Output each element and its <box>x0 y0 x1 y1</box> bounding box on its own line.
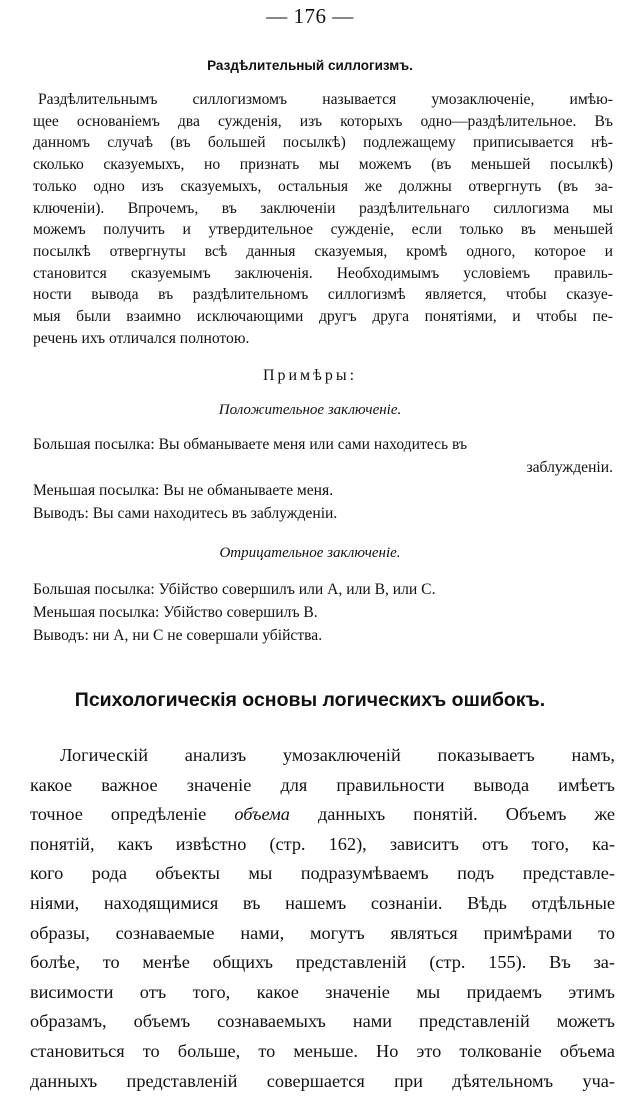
paragraph-line: ніями, находящимися въ нашемъ сознаніи. Вѣдь отдѣльные <box>30 892 615 913</box>
psychological-foundations-paragraph <box>30 741 615 1096</box>
disjunctive-syllogism-paragraph <box>33 89 613 349</box>
paragraph-line: данныхъ представленій совершается при дѣятельномъ уча- <box>30 1070 615 1091</box>
minor-premise-line: Меньшая посылка: Вы не обманываете меня. <box>33 482 334 499</box>
emphasized-term: объема <box>234 804 290 825</box>
paragraph-line: Логическій анализъ умозаключеній показываетъ намъ, <box>60 745 615 765</box>
page-number: — 176 — <box>266 4 354 28</box>
paragraph-line: ности вывода въ раздѣлительномъ силлогизмѣ является, чтобы сказуе- <box>33 286 613 304</box>
text-run: данныхъ понятій. Объемъ же <box>289 804 616 825</box>
paragraph-line: только одно изъ сказуемыхъ, остальныя же должны отвергнуть (въ за- <box>33 177 613 195</box>
major-premise-line: Большая посылка: Вы обманываете меня или сами находитесь въ <box>33 436 468 453</box>
section-heading-disjunctive-syllogism: Раздѣлительный силлогизмъ. <box>207 58 413 73</box>
paragraph-line: ключеніи). Впрочемъ, въ заключеніи раздѣлительнаго силлогизма мы <box>33 199 613 217</box>
examples-heading: Примѣры: <box>262 367 358 384</box>
paragraph-line: какое важное значеніе для правильности вывода имѣетъ <box>30 774 615 795</box>
paragraph-line: можемъ получить и утвердительное сужденіе, если только въ меньшей <box>33 221 613 239</box>
paragraph-line: болѣе, то менѣе общихъ представленій (стр. 155). Въ за- <box>30 952 615 973</box>
paragraph-line: понятій, какъ извѣстно (стр. 162), зависитъ отъ того, ка- <box>30 833 615 854</box>
paragraph-line: щее основаніемъ два сужденія, изъ которыхъ одно—раздѣлительное. Въ <box>33 112 613 130</box>
minor-premise-line: Меньшая посылка: Убійство совершилъ В. <box>33 604 318 621</box>
paragraph-line: кого рода объекты мы подразумѣваемъ подъ представле- <box>30 863 615 884</box>
paragraph-line: становиться то больше, то меньше. Но это толкованіе объема <box>30 1040 615 1061</box>
paragraph-line: висимости отъ того, какое значеніе мы придаемъ этимъ <box>30 981 615 1002</box>
paragraph-line: речень ихъ отличался полнотою. <box>33 329 250 347</box>
paragraph-line: мыя были взаимно исключающими другъ друга понятіями, и чтобы пе- <box>33 308 613 326</box>
paragraph-line: становится сказуемымъ заключенія. Необходимымъ условіемъ правиль- <box>33 264 613 282</box>
positive-conclusion-subheading: Положительное заключеніе. <box>218 402 402 418</box>
paragraph-line <box>30 800 615 830</box>
negative-conclusion-subheading: Отрицательное заключеніе. <box>219 545 401 561</box>
major-premise-continuation: заблужденіи. <box>526 459 613 476</box>
paragraph-line: образамъ, объемъ сознаваемыхъ нами представленій можетъ <box>30 1011 615 1032</box>
conclusion-line: Выводъ: Вы сами находитесь въ заблужденіи. <box>33 505 338 522</box>
paragraph-line: посылкѣ отвергнуты всѣ данныя сказуемыя, кромѣ одного, которое и <box>33 242 613 260</box>
negative-example-block <box>33 578 613 647</box>
text-run: точное опредѣленіе <box>30 804 235 825</box>
major-premise-line: Большая посылка: Убійство совершилъ или А, или В, или С. <box>33 581 436 598</box>
paragraph-line: данномъ случаѣ (въ большей посылкѣ) подлежащему приписывается нѣ- <box>33 134 613 152</box>
paragraph-line: Раздѣлительнымъ силлогизмомъ называется умозаключеніе, имѣю- <box>38 91 613 108</box>
conclusion-line: Выводъ: ни А, ни С не совершали убійства. <box>33 627 323 644</box>
paragraph-line: сколько сказуемыхъ, но признать мы можемъ (въ меньшей посылкѣ) <box>33 156 613 174</box>
section-heading-psychological-foundations: Психологическія основы логическихъ ошибокъ. <box>74 689 546 711</box>
positive-example-block <box>33 433 613 525</box>
paragraph-line: образы, сознаваемые нами, могутъ являться примѣрами то <box>30 922 615 943</box>
